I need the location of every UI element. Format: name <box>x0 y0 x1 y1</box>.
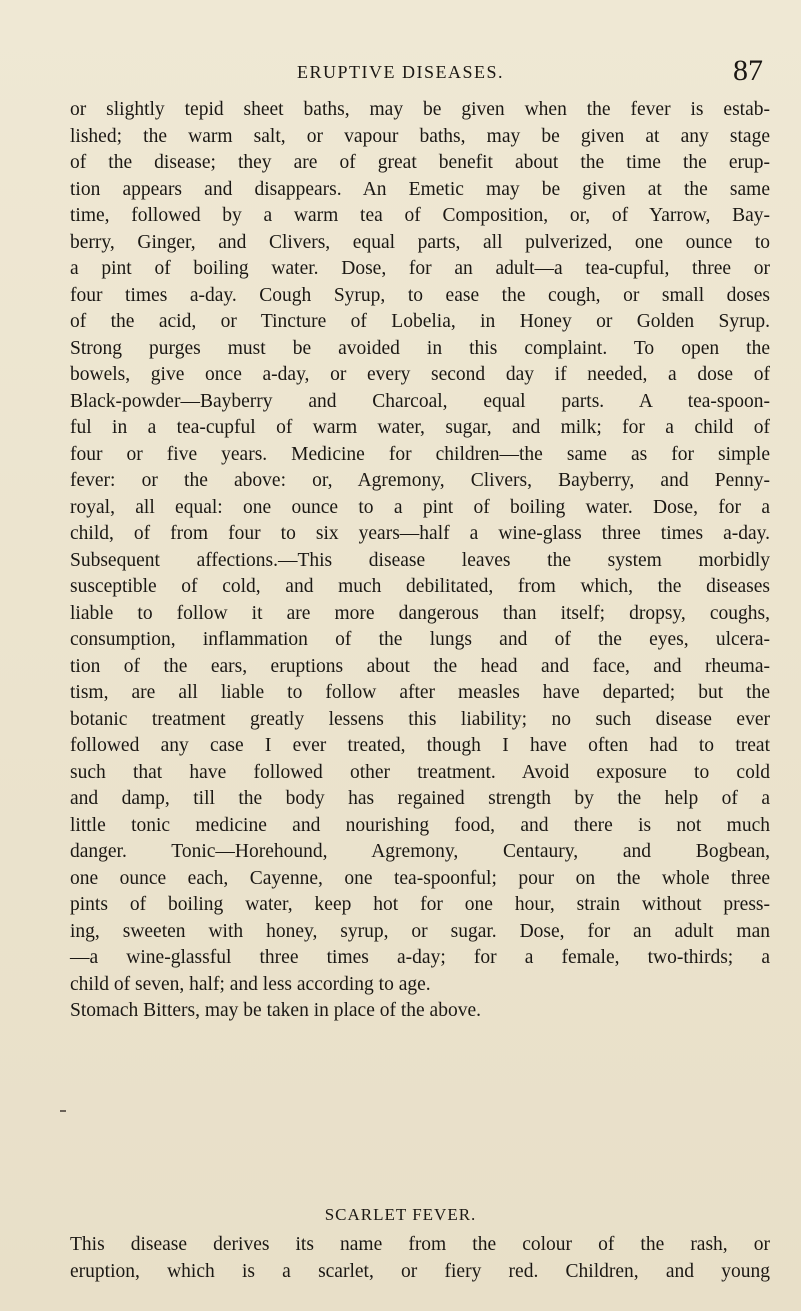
text-line: such that have followed other treatment. Avoid exposure to cold <box>70 761 770 783</box>
text-line: of the disease; they are of great benefit about the time the erup- <box>70 152 770 173</box>
text-line: a pint of boiling water. Dose, for an adult—a tea-cupful, three or <box>70 258 770 279</box>
text-line: Stomach Bitters, may be taken in place of the above. <box>70 1000 481 1021</box>
text-line: of the acid, or Tincture of Lobelia, in Honey or Golden Syrup. <box>70 311 770 332</box>
text-line: —a wine-glassful three times a-day; for a female, two-thirds; a <box>70 947 770 968</box>
text-line: and damp, till the body has regained strength by the help of a <box>70 788 770 809</box>
text-line: followed any case I ever treated, though I have often had to treat <box>70 735 770 756</box>
text-line: danger. Tonic—Horehound, Agremony, Centaury, and Bogbean, <box>70 841 770 862</box>
text-line: time, followed by a warm tea of Composition, or, of Yarrow, Bay- <box>70 205 770 226</box>
text-line: ful in a tea-cupful of warm water, sugar, and milk; for a child of <box>70 417 770 438</box>
text-line: susceptible of cold, and much debilitated, from which, the diseases <box>70 576 770 597</box>
text-line: This disease derives its name from the colour of the rash, or <box>70 1234 770 1255</box>
text-line: child, of from four to six years—half a wine-glass three times a-day. <box>70 523 770 544</box>
text-line: tion of the ears, eruptions about the head and face, and rheuma- <box>70 655 770 677</box>
text-line: four or five years. Medicine for children—the same as for simple <box>70 443 770 465</box>
paragraph-scarlet-fever <box>70 1232 770 1285</box>
text-line: liable to follow it are more dangerous than itself; dropsy, coughs, <box>70 602 770 624</box>
text-line: one ounce each, Cayenne, one tea-spoonful; pour on the whole three <box>70 867 770 889</box>
section-heading: SCARLET FEVER. <box>324 1205 477 1224</box>
text-line: fever: or the above: or, Agremony, Clivers, Bayberry, and Penny- <box>70 470 770 491</box>
text-line: Subsequent affections.—This disease leaves the system morbidly <box>70 549 770 571</box>
text-line: lished; the warm salt, or vapour baths, may be given at any stage <box>70 125 770 147</box>
text-line: Strong purges must be avoided in this complaint. To open the <box>70 337 770 359</box>
text-line: berry, Ginger, and Clivers, equal parts, all pulverized, one ounce to <box>70 231 770 253</box>
text-line: child of seven, half; and less according to age. <box>70 973 431 995</box>
text-line: consumption, inflammation of the lungs and of the eyes, ulcera- <box>70 629 770 650</box>
running-title: ERUPTIVE DISEASES. <box>296 62 504 82</box>
text-line: pints of boiling water, keep hot for one hour, strain without press- <box>70 894 770 915</box>
text-line: eruption, which is a scarlet, or fiery red. Children, and young <box>70 1260 770 1282</box>
text-line: tion appears and disappears. An Emetic may be given at the same <box>70 178 770 200</box>
running-head <box>0 54 801 90</box>
paragraph-treatment <box>70 97 770 1025</box>
text-line: tism, are all liable to follow after measles have departed; but the <box>70 682 770 703</box>
text-line: little tonic medicine and nourishing food, and there is not much <box>70 814 770 836</box>
text-line: royal, all equal: one ounce to a pint of boiling water. Dose, for a <box>70 496 770 518</box>
text-line: ing, sweeten with honey, syrup, or sugar. Dose, for an adult man <box>70 920 770 942</box>
text-line: bowels, give once a-day, or every second day if needed, a dose of <box>70 364 770 385</box>
text-line: botanic treatment greatly lessens this liability; no such disease ever <box>70 708 770 730</box>
text-line: or slightly tepid sheet baths, may be given when the fever is estab- <box>70 99 770 120</box>
text-line: Black-powder—Bayberry and Charcoal, equal parts. A tea-spoon- <box>70 390 770 412</box>
text-line: four times a-day. Cough Syrup, to ease the cough, or small doses <box>70 284 770 306</box>
print-blemish <box>60 1110 66 1112</box>
page-number: 87 <box>733 54 763 87</box>
